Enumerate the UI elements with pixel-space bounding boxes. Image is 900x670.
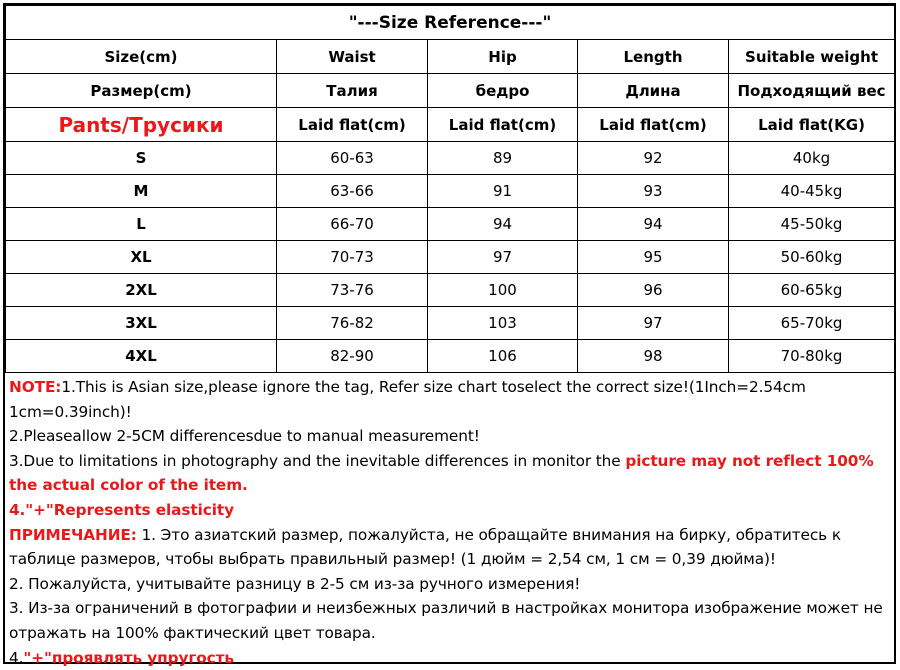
- table-row: [6, 208, 895, 241]
- value-cell: 40kg: [729, 142, 895, 175]
- table-title: "---Size Reference---": [6, 6, 895, 40]
- table-row: [6, 142, 895, 175]
- value-cell: 103: [428, 307, 578, 340]
- product-type-label: Pants/Трусики: [6, 108, 277, 142]
- note-ru-3: 3. Из-за ограничений в фотографии и неизбежных различий в настройках монитора изображение может не отражать на 100% фактический цвет товара.: [9, 599, 883, 642]
- value-cell: 82-90: [277, 340, 428, 373]
- header-cell: Подходящий вес: [729, 74, 895, 108]
- size-cell: XL: [6, 241, 277, 274]
- header-row-ru: [6, 74, 895, 108]
- value-cell: 97: [578, 307, 729, 340]
- value-cell: 95: [578, 241, 729, 274]
- value-cell: 60-65kg: [729, 274, 895, 307]
- header-row-en: [6, 40, 895, 74]
- note-highlight: "+"проявлять упругость: [23, 648, 234, 667]
- header-cell: Laid flat(cm): [578, 108, 729, 142]
- value-cell: 65-70kg: [729, 307, 895, 340]
- note-en-3: [9, 449, 890, 498]
- note-text: 3.Due to limitations in photography and the inevitable differences in monitor the: [9, 451, 626, 470]
- notes-section: [5, 373, 894, 670]
- note-number: 4.: [9, 648, 24, 667]
- size-table: [5, 5, 895, 373]
- header-row-unit: [6, 108, 895, 142]
- value-cell: 63-66: [277, 175, 428, 208]
- table-row: [6, 340, 895, 373]
- value-cell: 93: [578, 175, 729, 208]
- header-cell: бедро: [428, 74, 578, 108]
- header-cell: Waist: [277, 40, 428, 74]
- note-text: 1.This is Asian size,please ignore the tag, Refer size chart toselect the correct size!(1Inch=2.54cm 1cm=0.39inch)!: [9, 378, 806, 421]
- value-cell: 76-82: [277, 307, 428, 340]
- table-row: [6, 175, 895, 208]
- header-cell: Талия: [277, 74, 428, 108]
- value-cell: 89: [428, 142, 578, 175]
- value-cell: 45-50kg: [729, 208, 895, 241]
- value-cell: 70-80kg: [729, 340, 895, 373]
- size-cell: 4XL: [6, 340, 277, 373]
- size-cell: 2XL: [6, 274, 277, 307]
- size-cell: L: [6, 208, 277, 241]
- value-cell: 96: [578, 274, 729, 307]
- note-highlight: picture may not reflect 100% the actual color of the item.: [9, 451, 874, 495]
- header-cell: Suitable weight: [729, 40, 895, 74]
- value-cell: 50-60kg: [729, 241, 895, 274]
- value-cell: 73-76: [277, 274, 428, 307]
- note-ru-2: 2. Пожалуйста, учитывайте разницу в 2-5 см из-за ручного измерения!: [9, 574, 581, 593]
- table-row: [6, 274, 895, 307]
- size-cell: M: [6, 175, 277, 208]
- note-highlight: "+"Represents elasticity: [25, 500, 234, 519]
- value-cell: 66-70: [277, 208, 428, 241]
- size-cell: 3XL: [6, 307, 277, 340]
- value-cell: 91: [428, 175, 578, 208]
- size-chart-sheet: [3, 3, 896, 667]
- table-row: [6, 241, 895, 274]
- note-number: 4.: [9, 500, 26, 519]
- value-cell: 94: [428, 208, 578, 241]
- value-cell: 97: [428, 241, 578, 274]
- value-cell: 106: [428, 340, 578, 373]
- value-cell: 70-73: [277, 241, 428, 274]
- note-ru-1: [9, 523, 890, 572]
- header-cell: Длина: [578, 74, 729, 108]
- header-cell: Laid flat(cm): [277, 108, 428, 142]
- value-cell: 92: [578, 142, 729, 175]
- note-label: ПРИМЕЧАНИЕ:: [9, 525, 137, 544]
- value-cell: 98: [578, 340, 729, 373]
- value-cell: 100: [428, 274, 578, 307]
- header-cell: Hip: [428, 40, 578, 74]
- table-row: [6, 307, 895, 340]
- header-cell: Length: [578, 40, 729, 74]
- value-cell: 40-45kg: [729, 175, 895, 208]
- note-en-2: 2.Pleaseallow 2-5CM differencesdue to manual measurement!: [9, 427, 480, 446]
- note-en-4: [9, 498, 890, 523]
- header-cell: Laid flat(cm): [428, 108, 578, 142]
- note-label: NOTE:: [9, 378, 62, 396]
- header-cell: Size(cm): [6, 40, 277, 74]
- note-en-1: [9, 375, 890, 424]
- header-cell: Размер(cm): [6, 74, 277, 108]
- header-cell: Laid flat(KG): [729, 108, 895, 142]
- size-cell: S: [6, 142, 277, 175]
- value-cell: 60-63: [277, 142, 428, 175]
- note-ru-4: [9, 646, 890, 670]
- value-cell: 94: [578, 208, 729, 241]
- note-text: 1. Это азиатский размер, пожалуйста, не обращайте внимания на бирку, обратитесь к таблице размеров, чтобы выбрать правильный размер! (1 дюйм = 2,54 см, 1 см = 0,39 дюйма)!: [9, 525, 841, 569]
